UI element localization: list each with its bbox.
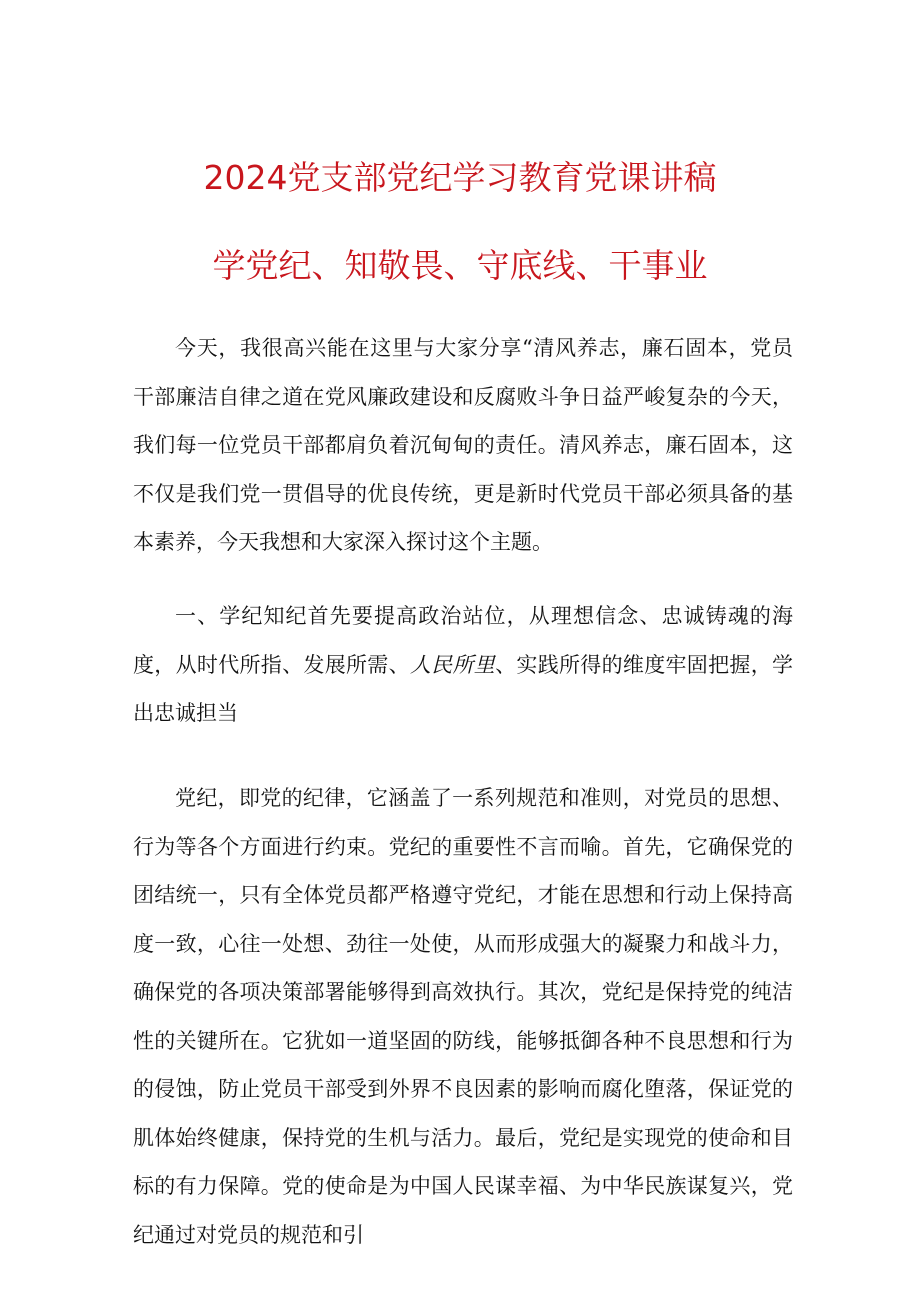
paragraph-intro: 今天，我很高兴能在这里与大家分享“清风养志，廉石固本，党员干部廉洁自律之道在党风廉政建设和反腐败斗争日益严峻复杂的今天，我们每一位党员干部都肩负着沉甸甸的责任。清风养志，廉石固本，这不仅是我们党一贯倡导的优良传统，更是新时代党员干部必须具备的基本素养，今天我想和大家深入探讨这个主题。 [133,336,793,554]
paragraph-section-one-heading [133,592,793,738]
paragraph-section-one-italic: 人民所里 [409,652,496,677]
paragraph-section-one-text-a: 一、学纪知纪首先要提高政治站位，从理想信念、忠诚铸魂的海度，从时代所指、发展所需、 [133,604,793,677]
paragraph-section-one-text-b: 、实践所得的维度牢固把握，学出忠诚担当 [133,652,794,725]
paragraph-party-discipline: 党纪，即党的纪律，它涵盖了一系列规范和准则，对党员的思想、行为等各个方面进行约束。党纪的重要性不言而喻。首先，它确保党的团结统一，只有全体党员都严格遵守党纪，才能在思想和行动上保持高度一致，心往一处想、劲往一处使，从而形成强大的凝聚力和战斗力，确保党的各项决策部署能够得到高效执行。其次，党纪是保持党的纯洁性的关键所在。它犹如一道坚固的防线，能够抵御各种不良思想和行为的侵蚀，防止党员干部受到外界不良因素的影响而腐化堕落，保证党的肌体始终健康，保持党的生机与活力。最后，党纪是实现党的使命和目标的有力保障。党的使命是为中国人民谋幸福、为中华民族谋复兴，党纪通过对党员的规范和引 [133,786,793,1247]
document-subtitle: 学党纪、知敬畏、守底线、干事业 [212,246,708,285]
document-title: 2024党支部党纪学习教育党课讲稿 [203,158,717,197]
